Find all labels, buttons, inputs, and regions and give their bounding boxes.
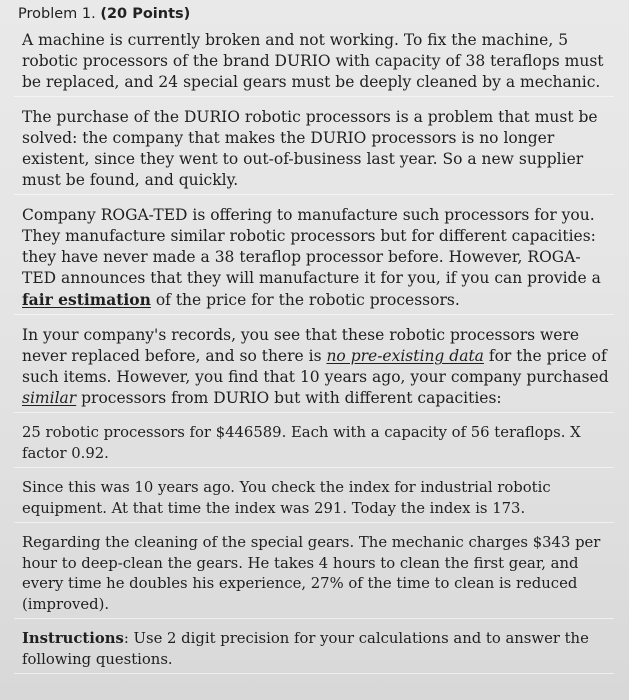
paragraph-past-purchase: 25 robotic processors for $446589. Each with a capacity of 56 teraflops. X factor 0.92. [14, 423, 614, 468]
paragraph-machine-broken: A machine is currently broken and not working. To fix the machine, 5 robotic processors of the brand DURIO with capacity of 38 teraflops must be replaced, and 24 special gears must be deeply cleaned by a mechanic. [14, 30, 614, 97]
instructions-text: : Use 2 digit precision for your calculations and to answer the following questions. [22, 630, 589, 668]
roga-ted-text-2: of the price for the robotic processors. [150, 291, 460, 309]
paragraph-gear-cleaning: Regarding the cleaning of the special gears. The mechanic charges $343 per hour to deep-clean the gears. He takes 4 hours to clean the first gear, and every time he doubles his experience, 27% of the time to clean is reduced (improved). [14, 533, 614, 619]
problem-title-label: Problem 1. [18, 6, 101, 22]
paragraph-index: Since this was 10 years ago. You check the index for industrial robotic equipment. At that time the index was 291. Today the index is 173. [14, 478, 614, 523]
instructions-label: Instructions [22, 630, 124, 647]
fair-estimation-emphasis: fair estimation [22, 290, 151, 309]
paragraph-purchase-problem: The purchase of the DURIO robotic processors is a problem that must be solved: the company that makes the DURIO processors is no longer existent, since they went to out-of-business last year. So a new supplier must be found, and quickly. [14, 107, 614, 195]
paragraph-roga-ted-offer [14, 205, 614, 315]
paragraph-company-records [14, 325, 614, 413]
records-text-1: In your company's records, you see that these robotic processors were never replaced before, and so there is [22, 326, 580, 365]
problem-points: (20 Points) [100, 6, 191, 22]
records-text-2: for the price of such items. However, you find that 10 years ago, your company purchased [22, 347, 609, 386]
problem-page [14, 6, 614, 684]
paragraph-instructions [14, 629, 614, 674]
problem-title [18, 6, 614, 22]
records-text-3: processors from DURIO but with different capacities: [76, 389, 502, 407]
similar-emphasis: similar [22, 389, 77, 407]
no-pre-existing-data-emphasis: no pre-existing data [326, 347, 484, 365]
roga-ted-text-1: Company ROGA-TED is offering to manufacture such processors for you. They manufacture similar robotic processors but for different capacities: they have never made a 38 teraflop processor before. However, ROGA-TED announces that they will manufacture it for you, if you can provide a [22, 206, 601, 287]
